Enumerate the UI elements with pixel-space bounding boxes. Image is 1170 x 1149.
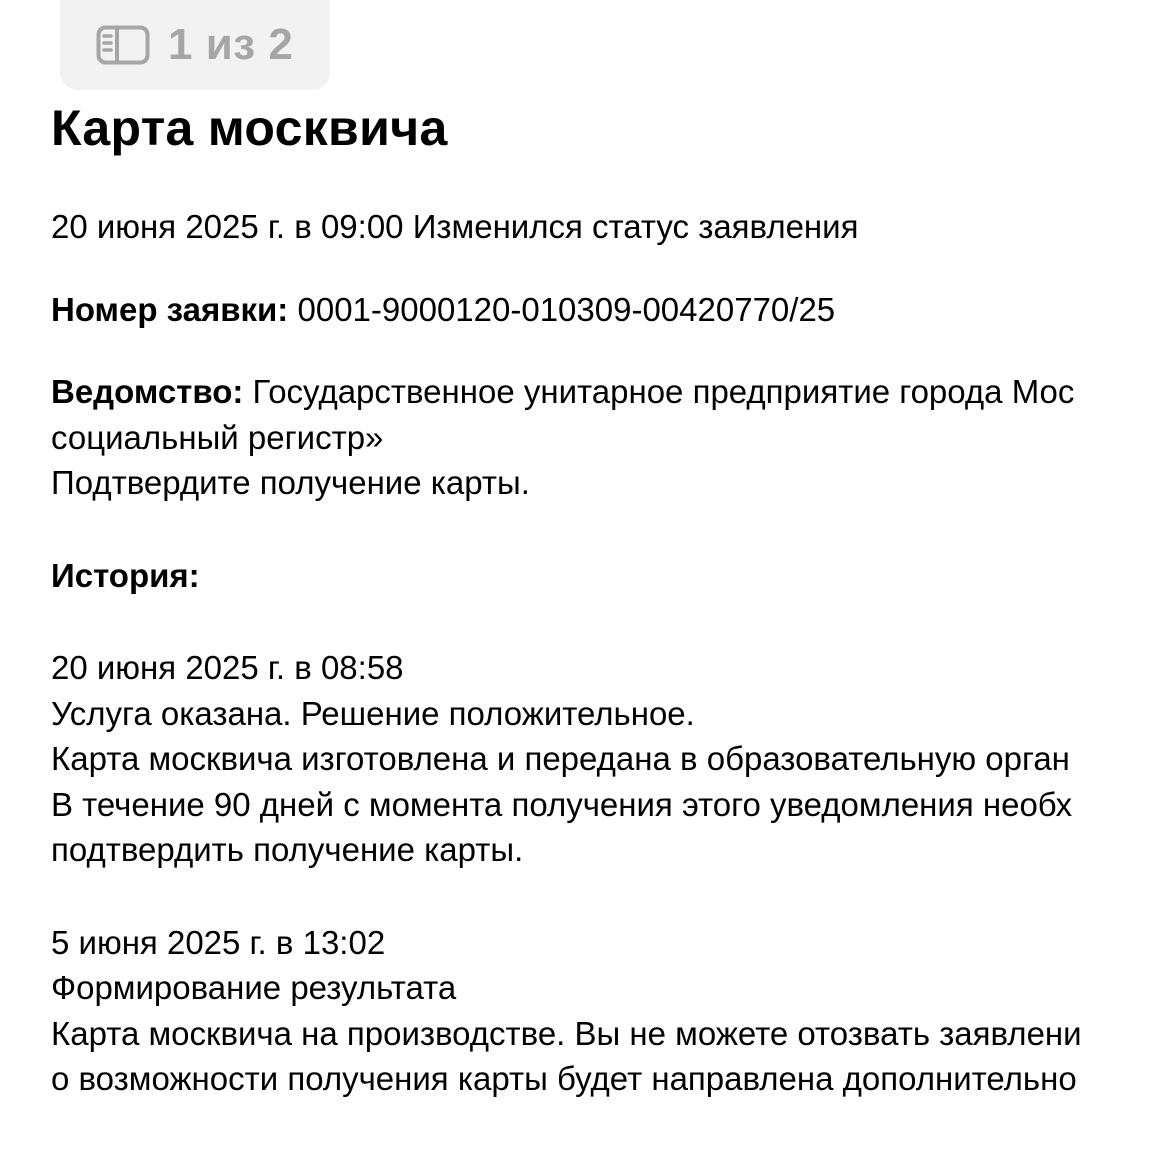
agency-row [51,369,1170,415]
history-entry-line: о возможности получения карты будет направлена дополнительно [51,1060,1077,1097]
history-entry [51,645,1170,873]
status-line: 20 июня 2025 г. в 09:00 Изменился статус заявления [51,208,859,245]
page-indicator[interactable] [60,0,330,90]
history-entry-line: В течение 90 дней с момента получения этого уведомления необх [51,785,1073,823]
history-entry-line: подтвердить получение карты. [51,831,524,868]
history-heading: История: [51,556,200,594]
page-counter: 1 из 2 [168,20,294,69]
history-entry-line: Услуга оказана. Решение положительное. [51,694,695,732]
reader-view-icon [96,25,150,65]
history-entry-line: Карта москвича на производстве. Вы не можете отозвать заявлени [51,1014,1082,1052]
history-entry-line: Формирование результата [51,969,457,1006]
history-entry-date: 20 июня 2025 г. в 08:58 [51,649,404,686]
action-text: Подтвердите получение карты. [51,464,530,501]
agency-value: Государственное унитарное предприятие города Мос [252,373,1075,410]
agency-value-continued: социальный регистр» [51,418,384,456]
agency-label: Ведомство: [51,373,244,410]
history-entry-date: 5 июня 2025 г. в 13:02 [51,923,386,961]
application-number-label: Номер заявки: [51,290,289,328]
history-entry [51,920,1170,1102]
document-body [51,96,1170,1102]
application-number-value: 0001-9000120-010309-00420770/25 [297,290,836,328]
application-number-row [51,287,1170,333]
history-entry-line: Карта москвича изготовлена и передана в образовательную орган [51,740,1070,777]
page-title: Карта москвича [51,100,448,156]
